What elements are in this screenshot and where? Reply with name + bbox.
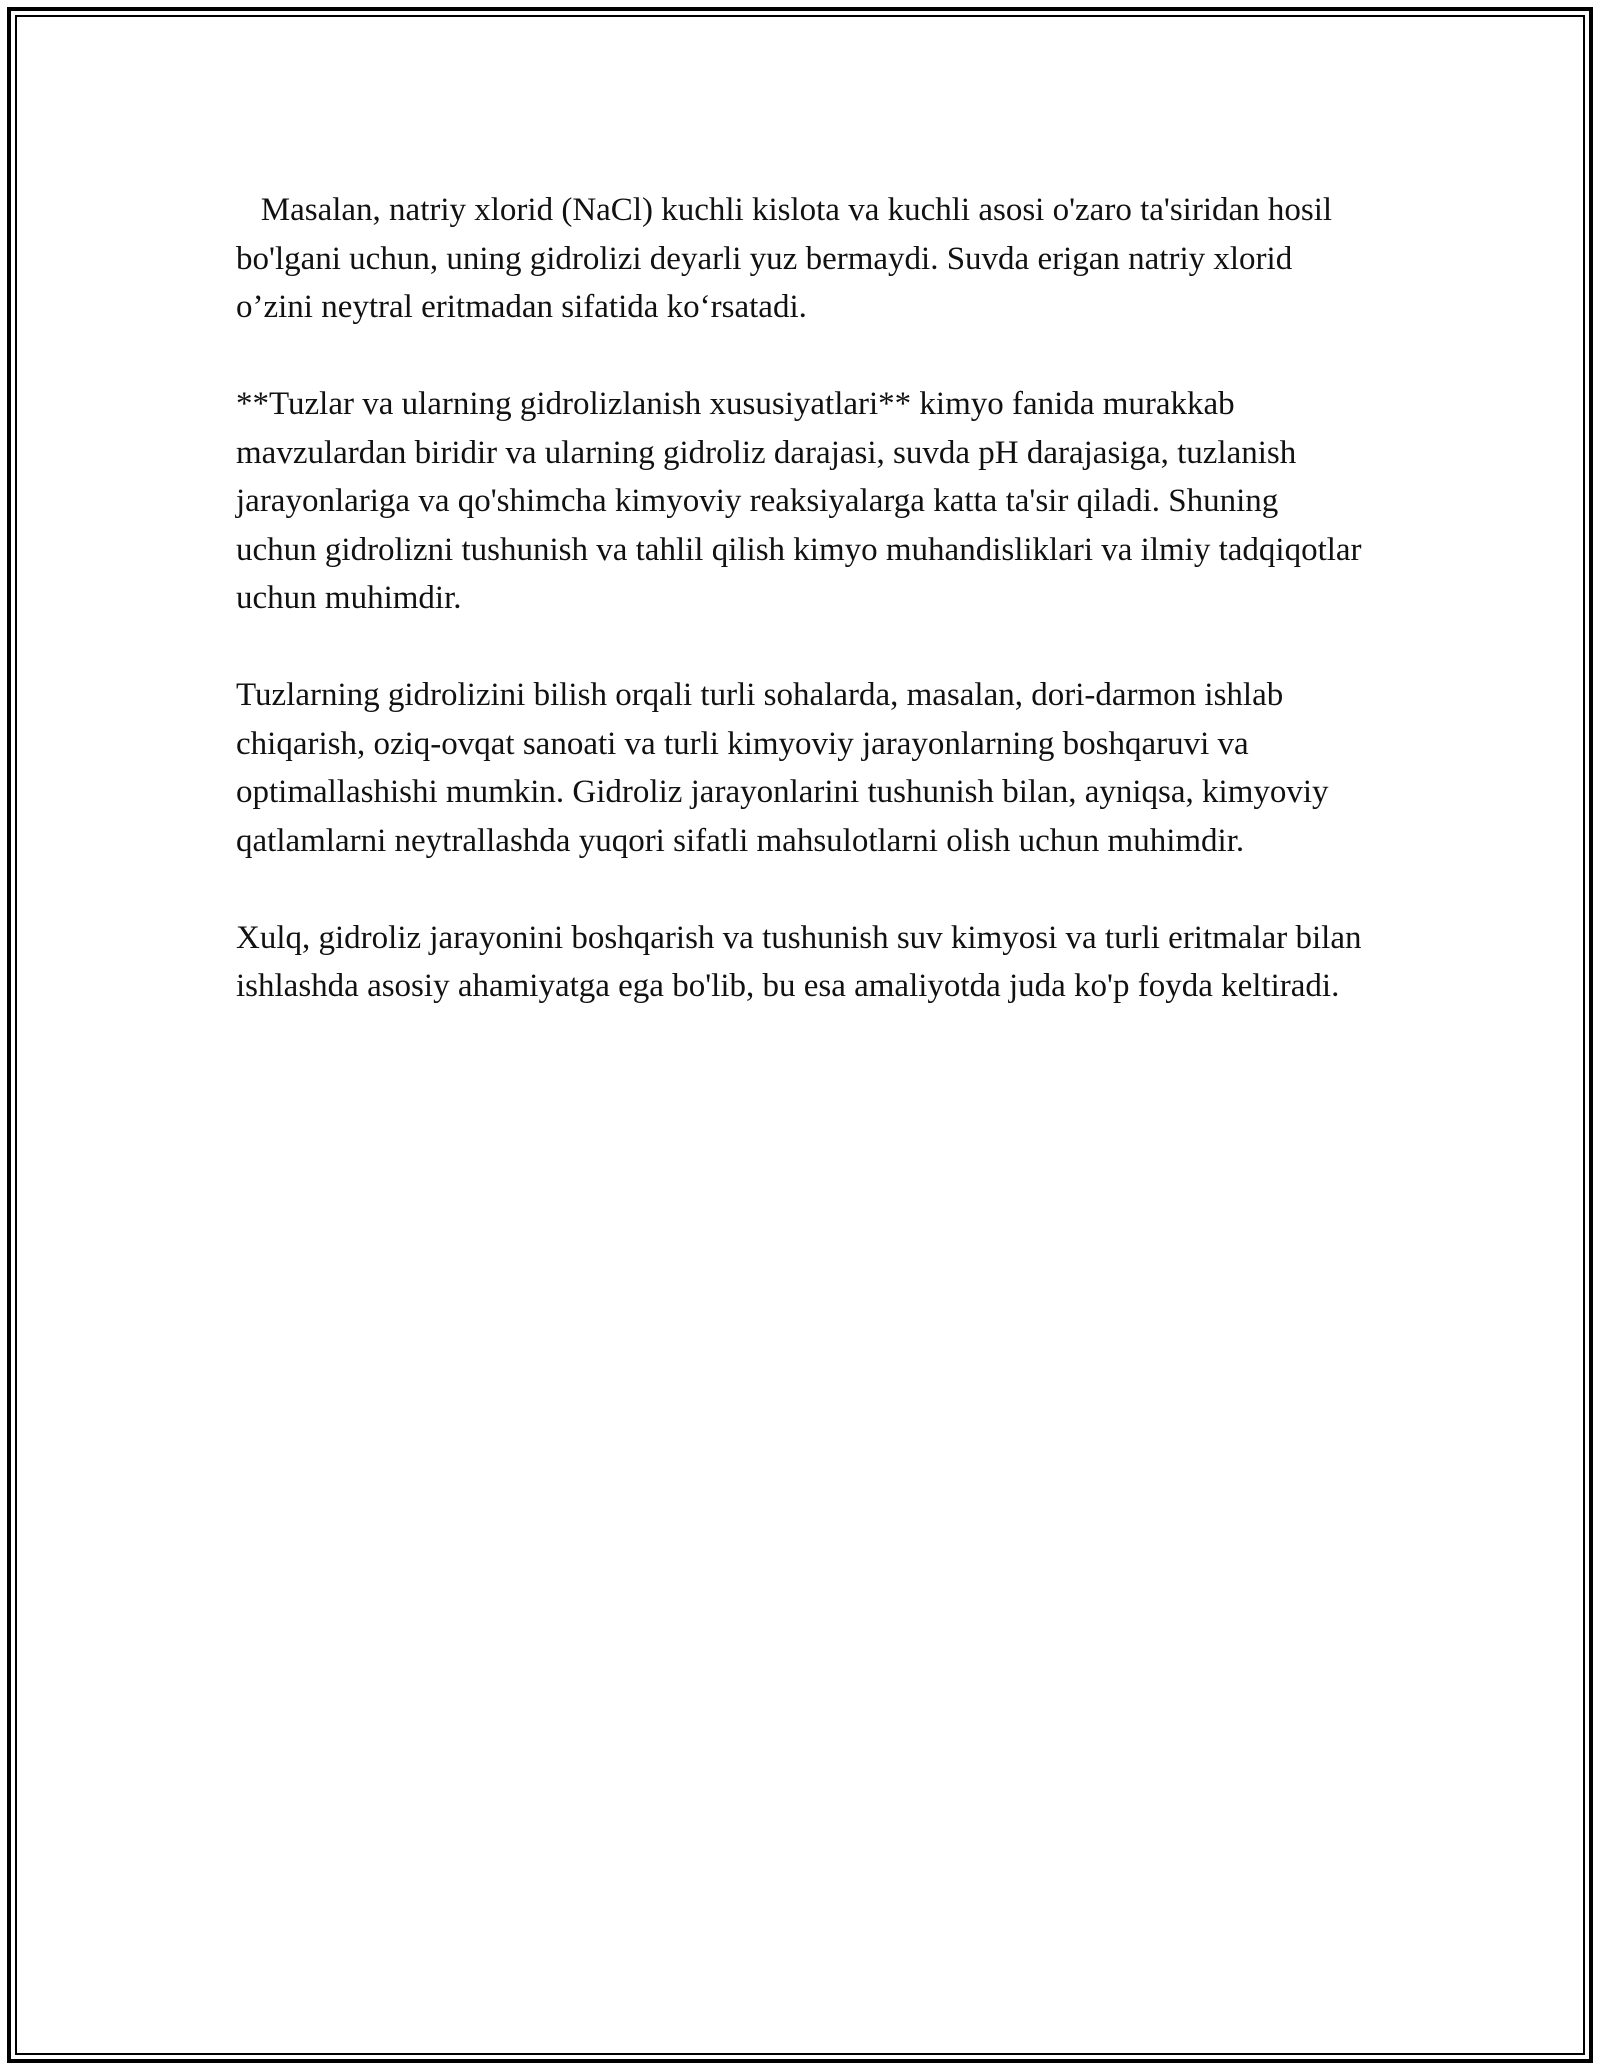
document-body (236, 186, 1366, 1011)
paragraph-conclusion: Xulq, gidroliz jarayonini boshqarish va tushunish suv kimyosi va turli eritmalar bilan ishlashda asosiy ahamiyatga ega bo'lib, bu esa amaliyotda juda ko'p foyda keltiradi. (236, 919, 1362, 1004)
paragraph-salts-hydrolysis: **Tuzlar va ularning gidrolizlanish xususiyatlari** kimyo fanida murakkab mavzulardan biridir va ularning gidroliz darajasi, suvda pH darajasiga, tuzlanish jarayonlariga va qo'shimcha kimyoviy reaksiyalarga katta ta'sir qiladi. Shuning uchun gidrolizni tushunish va tahlil qilish kimyo muhandisliklari va ilmiy tadqiqotlar uchun muhimdir. (236, 386, 1362, 616)
paragraph-nacl-example: Masalan, natriy xlorid (NaCl) kuchli kislota va kuchli asosi o'zaro ta'siridan hosil bo'lgani uchun, uning gidrolizi deyarli yuz bermaydi. Suvda erigan natriy xlorid o’zini neytral eritmadan sifatida ko‘rsatadi. (236, 192, 1333, 325)
paragraph-applications: Tuzlarning gidrolizini bilish orqali turli sohalarda, masalan, dori-darmon ishlab chiqarish, oziq-ovqat sanoati va turli kimyoviy jarayonlarning boshqaruvi va optimallashishi mumkin. Gidroliz jarayonlarini tushunish bilan, ayniqsa, kimyoviy qatlamlarni neytrallashda yuqori sifatli mahsulotlarni olish uchun muhimdir. (236, 677, 1329, 859)
